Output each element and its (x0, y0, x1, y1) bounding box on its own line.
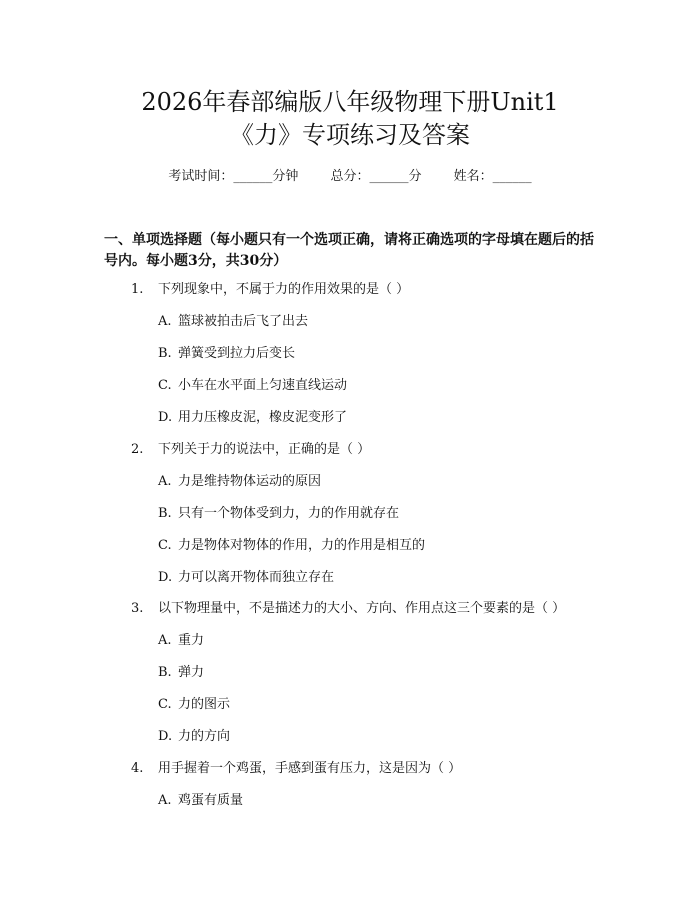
option-text: 重力 (178, 633, 205, 648)
question-number: 3. (131, 601, 144, 616)
question-text: 以下物理量中，不是描述力的大小、方向、作用点这三个要素的是（ ） (158, 601, 566, 616)
section-heading: 一、单项选择题（每小题只有一个选项正确，请将正确选项的字母填在题后的括号内。每小题3分，共30分） (104, 232, 594, 269)
option-text: 弹力 (178, 665, 205, 680)
question-text: 下列现象中，不属于力的作用效果的是（ ） (158, 282, 410, 297)
document-title-line1: 2026年春部编版八年级物理下册Unit1 (141, 88, 559, 116)
document-title-line2: 《力》专项练习及答案 (230, 121, 470, 149)
exam-meta (0, 168, 700, 186)
option-letter: D. (158, 729, 173, 744)
option-text: 力的方向 (178, 729, 231, 744)
option-text: 力是物体对物体的作用，力的作用是相互的 (178, 538, 426, 553)
question-number: 4. (131, 761, 144, 776)
option-letter: C. (158, 697, 172, 712)
option-text: 力的图示 (178, 697, 231, 712)
option-text: 篮球被拍击后飞了出去 (178, 314, 309, 329)
option-letter: C. (158, 378, 172, 393)
option-letter: A. (158, 793, 172, 808)
option-text: 用力压橡皮泥，橡皮泥变形了 (178, 410, 348, 425)
exam-score: 总分：______分 (330, 169, 422, 184)
exam-time: 考试时间：______分钟 (168, 169, 299, 184)
question-number: 1. (131, 282, 144, 297)
option-text: 弹簧受到拉力后变长 (178, 346, 296, 361)
option-letter: B. (158, 346, 172, 361)
option-letter: D. (158, 410, 173, 425)
option-letter: B. (158, 665, 172, 680)
option-letter: A. (158, 314, 172, 329)
option-text: 小车在水平面上匀速直线运动 (178, 378, 348, 393)
option-letter: D. (158, 570, 173, 585)
question-text: 下列关于力的说法中，正确的是（ ） (158, 442, 371, 457)
option-letter: A. (158, 474, 172, 489)
question-number: 2. (131, 442, 144, 457)
option-text: 只有一个物体受到力，力的作用就存在 (178, 506, 400, 521)
option-text: 力可以离开物体而独立存在 (178, 570, 335, 585)
exam-name: 姓名：______ (453, 169, 532, 184)
option-letter: C. (158, 538, 172, 553)
option-text: 力是维持物体运动的原因 (178, 474, 322, 489)
option-letter: B. (158, 506, 172, 521)
option-text: 鸡蛋有质量 (178, 793, 244, 808)
question-text: 用手握着一个鸡蛋，手感到蛋有压力，这是因为（ ） (158, 761, 462, 776)
option-letter: A. (158, 633, 172, 648)
